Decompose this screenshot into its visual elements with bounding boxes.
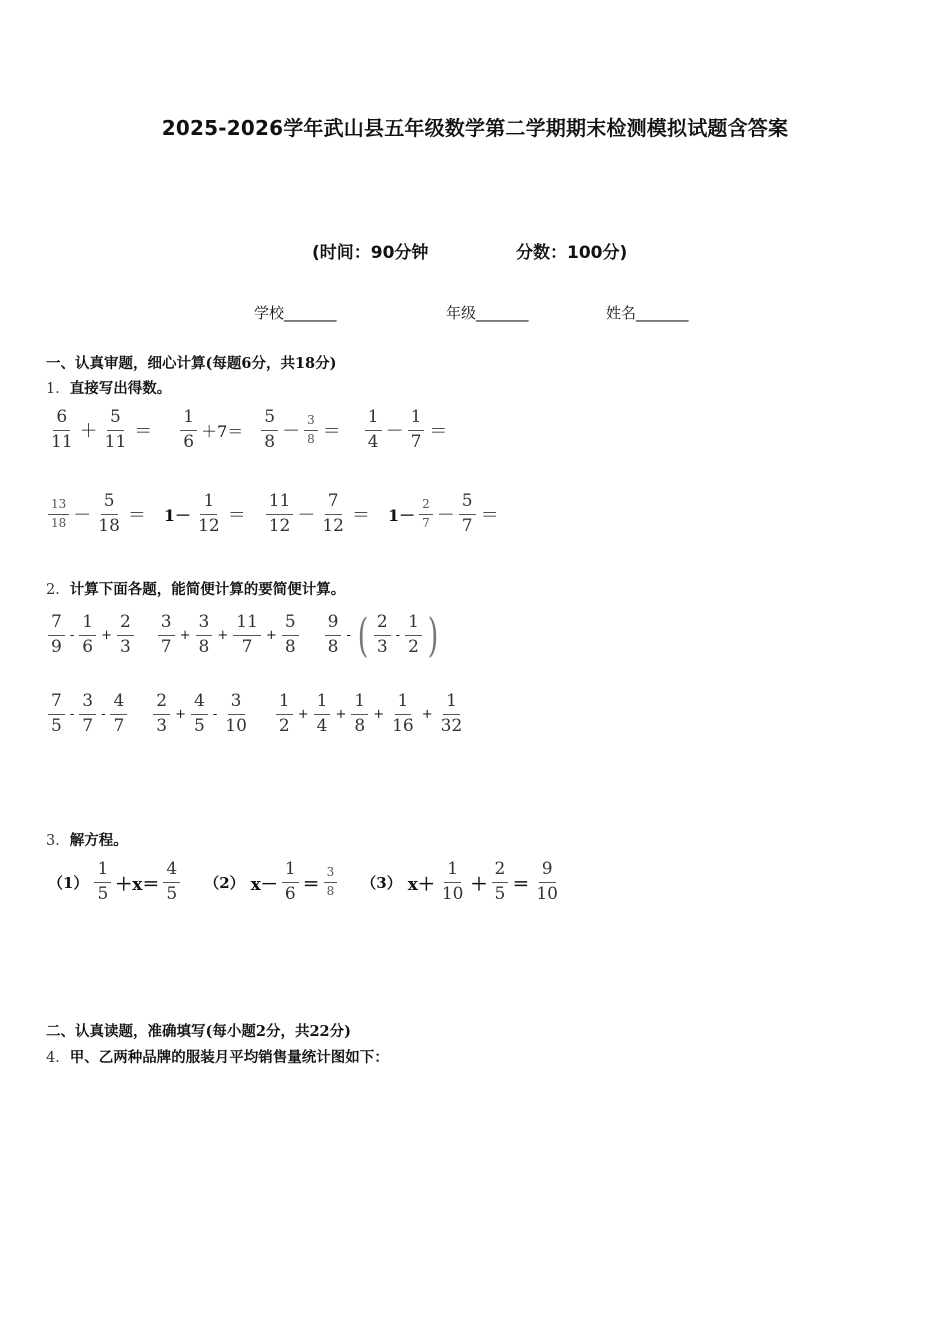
- operator: ＋: [79, 421, 98, 443]
- denominator: 10: [536, 883, 558, 904]
- denominator: 7: [113, 715, 125, 736]
- operator: +: [175, 706, 187, 722]
- denominator: 3: [156, 715, 168, 736]
- fraction: [79, 613, 96, 657]
- fraction: [282, 613, 299, 657]
- denominator: 12: [322, 515, 344, 536]
- fraction: [438, 692, 466, 736]
- q2-item-3: [323, 608, 442, 662]
- fraction: [261, 408, 278, 452]
- numerator: 3: [228, 692, 245, 715]
- denominator: 11: [51, 431, 73, 452]
- fraction: [492, 860, 509, 904]
- equation-2: [204, 860, 339, 904]
- fraction: [79, 692, 96, 736]
- equation-pre: x－: [250, 874, 278, 895]
- numerator: 1: [276, 692, 293, 715]
- fraction: [365, 408, 382, 452]
- numerator: 11: [233, 613, 261, 636]
- denominator: 32: [440, 715, 463, 736]
- question-text: 解方程。: [69, 832, 128, 849]
- numerator: 1: [351, 692, 368, 715]
- question-number: 4．: [46, 1050, 70, 1066]
- fraction: [324, 866, 338, 899]
- fraction: [95, 492, 123, 536]
- fraction: [374, 613, 391, 657]
- operator: +: [297, 706, 309, 722]
- denominator: 3: [376, 636, 388, 657]
- question-text: 直接写出得数。: [69, 380, 172, 397]
- equation-mid: ＋x＝: [115, 874, 160, 895]
- numerator: 4: [163, 860, 180, 883]
- fraction: [325, 613, 342, 657]
- equation-pre: x＋: [407, 874, 435, 895]
- q1-item-4: [363, 408, 448, 452]
- denominator: 8: [327, 636, 339, 657]
- denominator: 7: [410, 431, 422, 452]
- operator: －: [436, 505, 455, 527]
- q1-row1: [46, 408, 447, 452]
- numerator: 1: [443, 692, 460, 715]
- fraction: [48, 498, 69, 531]
- q2-item-2: [156, 613, 301, 657]
- numerator: 1: [395, 692, 412, 715]
- operator: -: [395, 627, 401, 643]
- equals: ＝: [351, 505, 370, 527]
- equation-label: （3）: [361, 873, 402, 892]
- q2-item-1: [46, 613, 136, 657]
- numerator: 5: [107, 408, 124, 431]
- right-paren: ): [427, 608, 439, 662]
- numerator: 1: [282, 860, 299, 883]
- operator: +: [217, 627, 229, 643]
- q1-item-2: [178, 408, 245, 452]
- q1-item-5: [46, 492, 146, 536]
- equation-label: （1）: [48, 873, 89, 892]
- denominator: 7: [422, 515, 430, 530]
- question-number: 3．: [46, 833, 70, 849]
- numerator: 3: [304, 414, 318, 431]
- denominator: 8: [354, 715, 366, 736]
- question-number: 2．: [46, 582, 70, 598]
- numerator: 4: [110, 692, 127, 715]
- operator: －: [385, 421, 404, 443]
- denominator: 6: [183, 431, 195, 452]
- equals: ＝: [227, 505, 246, 527]
- operator: +: [101, 627, 112, 643]
- numerator: 1: [365, 408, 382, 431]
- grade-field[interactable]: 年级_______: [446, 304, 529, 322]
- numerator: 3: [79, 692, 96, 715]
- fraction: [351, 692, 368, 736]
- equals: ＝: [429, 421, 448, 443]
- question-3-label: [46, 829, 128, 850]
- numerator: 4: [191, 692, 208, 715]
- operator: -: [69, 627, 75, 643]
- denominator: 8: [307, 431, 315, 446]
- numerator: 1: [180, 408, 197, 431]
- denominator: 8: [198, 636, 210, 657]
- section1-heading: 一、认真审题，细心计算(每题6分，共18分): [46, 355, 337, 372]
- question-4-label: [46, 1046, 389, 1067]
- fraction: [48, 408, 76, 452]
- denominator: 7: [82, 715, 94, 736]
- numerator: 5: [261, 408, 278, 431]
- denominator: 2: [408, 636, 419, 657]
- q1-item-1: [46, 408, 152, 452]
- numerator: 3: [324, 866, 338, 883]
- denominator: 7: [241, 636, 253, 657]
- fraction: [282, 860, 299, 904]
- q1-item-8: [388, 492, 499, 536]
- equation-mid: ＋: [470, 874, 488, 895]
- operator: +: [179, 627, 191, 643]
- operator: －: [73, 505, 92, 527]
- fraction: [102, 408, 130, 452]
- fraction: [533, 860, 561, 904]
- fraction: [314, 692, 331, 736]
- fraction: [266, 492, 294, 536]
- name-field[interactable]: 姓名_______: [606, 304, 689, 322]
- fraction: [439, 860, 467, 904]
- operator: －: [297, 505, 316, 527]
- denominator: 7: [160, 636, 172, 657]
- fraction: [195, 492, 223, 536]
- numerator: 1: [444, 860, 461, 883]
- fraction: [304, 414, 318, 447]
- equation-1: [48, 860, 182, 904]
- q2-item-6: [274, 692, 467, 736]
- q2-row2: [46, 692, 467, 736]
- operator: +: [335, 706, 347, 722]
- denominator: 3: [119, 636, 131, 657]
- exam-time: (时间：90分钟: [312, 243, 429, 263]
- fraction: [153, 692, 170, 736]
- numerator: 7: [325, 492, 342, 515]
- numerator: 9: [325, 613, 342, 636]
- denominator: 12: [198, 515, 220, 536]
- denominator: 5: [166, 883, 178, 904]
- fraction: [408, 408, 425, 452]
- denominator: 8: [264, 431, 276, 452]
- operator: -: [212, 706, 218, 722]
- numerator: 7: [48, 692, 65, 715]
- operator: －: [282, 421, 301, 443]
- denominator: 6: [82, 636, 94, 657]
- denominator: 12: [268, 515, 291, 536]
- denominator: 5: [194, 715, 205, 736]
- denominator: 8: [284, 636, 296, 657]
- operator: -: [346, 627, 351, 643]
- operator: -: [69, 706, 75, 722]
- equals: ＝: [480, 505, 499, 527]
- question-number: 1．: [46, 381, 70, 397]
- q1-row2: [46, 492, 499, 536]
- equals: ＝: [134, 421, 153, 443]
- denominator: 5: [494, 883, 506, 904]
- whole-number: 1－: [387, 505, 416, 525]
- school-field[interactable]: 学校_______: [254, 304, 337, 322]
- numerator: 6: [53, 408, 70, 431]
- q1-item-3: [259, 408, 340, 452]
- q2-item-4: [46, 692, 129, 736]
- denominator: 10: [225, 715, 247, 736]
- fraction: [117, 613, 134, 657]
- left-paren: (: [357, 608, 369, 662]
- numerator: 5: [282, 613, 299, 636]
- denominator: 4: [367, 431, 379, 452]
- denominator: 4: [316, 715, 328, 736]
- numerator: 3: [158, 613, 175, 636]
- fraction: [405, 613, 422, 657]
- equals: ＝: [322, 421, 341, 443]
- whole-number: 1－: [163, 505, 192, 525]
- fraction: [180, 408, 197, 452]
- numerator: 2: [419, 498, 433, 515]
- fraction: [158, 613, 175, 657]
- fraction: [196, 613, 213, 657]
- operator: +: [421, 706, 433, 722]
- numerator: 7: [48, 613, 65, 636]
- fraction: [48, 613, 65, 657]
- denominator: 8: [326, 883, 335, 898]
- fraction: [233, 613, 261, 657]
- numerator: 5: [101, 492, 118, 515]
- fraction: [48, 692, 65, 736]
- numerator: 1: [79, 613, 96, 636]
- operator: +: [373, 706, 385, 722]
- section2-heading: 二、认真读题，准确填写(每小题2分，共22分): [46, 1023, 351, 1040]
- denominator: 2: [278, 715, 290, 736]
- fraction: [222, 692, 250, 736]
- fraction: [110, 692, 127, 736]
- equation-3: [361, 860, 563, 904]
- numerator: 1: [408, 408, 425, 431]
- denominator: 5: [97, 883, 109, 904]
- q1-item-6: [164, 492, 246, 536]
- equation-label: （2）: [204, 873, 245, 892]
- denominator: 7: [461, 515, 473, 536]
- numerator: 13: [48, 498, 69, 515]
- equation-mid: ＝: [302, 874, 320, 895]
- fraction: [94, 860, 111, 904]
- q1-item-7: [264, 492, 370, 536]
- numerator: 1: [314, 692, 331, 715]
- denominator: 11: [104, 431, 127, 452]
- fraction: [459, 492, 476, 536]
- numerator: 1: [94, 860, 111, 883]
- numerator: 2: [374, 613, 391, 636]
- denominator: 16: [392, 715, 414, 736]
- q2-row1: [46, 608, 442, 662]
- question-text: 甲、乙两种品牌的服装月平均销售量统计图如下：: [69, 1049, 389, 1066]
- operator: +: [265, 627, 277, 643]
- denominator: 6: [284, 883, 296, 904]
- numerator: 2: [153, 692, 170, 715]
- question-2-label: [46, 578, 345, 599]
- denominator: 10: [441, 883, 464, 904]
- numerator: 1: [200, 492, 217, 515]
- fraction: [276, 692, 293, 736]
- fraction: [191, 692, 208, 736]
- denominator: 18: [51, 515, 67, 530]
- denominator: 9: [51, 636, 62, 657]
- numerator: 11: [266, 492, 294, 515]
- denominator: 18: [98, 515, 120, 536]
- exam-score: 分数：100分): [516, 243, 628, 263]
- question-1-label: [46, 377, 171, 398]
- fraction: [319, 492, 347, 536]
- numerator: 2: [492, 860, 509, 883]
- q3-row: [48, 860, 563, 904]
- question-text: 计算下面各题，能简便计算的要简便计算。: [69, 581, 346, 598]
- numerator: 9: [539, 860, 556, 883]
- page-title: 2025-2026学年武山县五年级数学第二学期期末检测模拟试题含答案: [161, 116, 789, 140]
- equation-mid2: ＝: [512, 874, 530, 895]
- q2-item-5: [151, 692, 252, 736]
- fraction: [163, 860, 180, 904]
- operator: -: [101, 706, 106, 722]
- equals: ＝: [127, 505, 146, 527]
- fraction: [419, 498, 433, 531]
- numerator: 2: [117, 613, 134, 636]
- fraction: [389, 692, 417, 736]
- denominator: 5: [51, 715, 62, 736]
- operator: ＋7＝: [201, 421, 244, 441]
- numerator: 1: [405, 613, 422, 636]
- numerator: 5: [459, 492, 476, 515]
- numerator: 3: [196, 613, 213, 636]
